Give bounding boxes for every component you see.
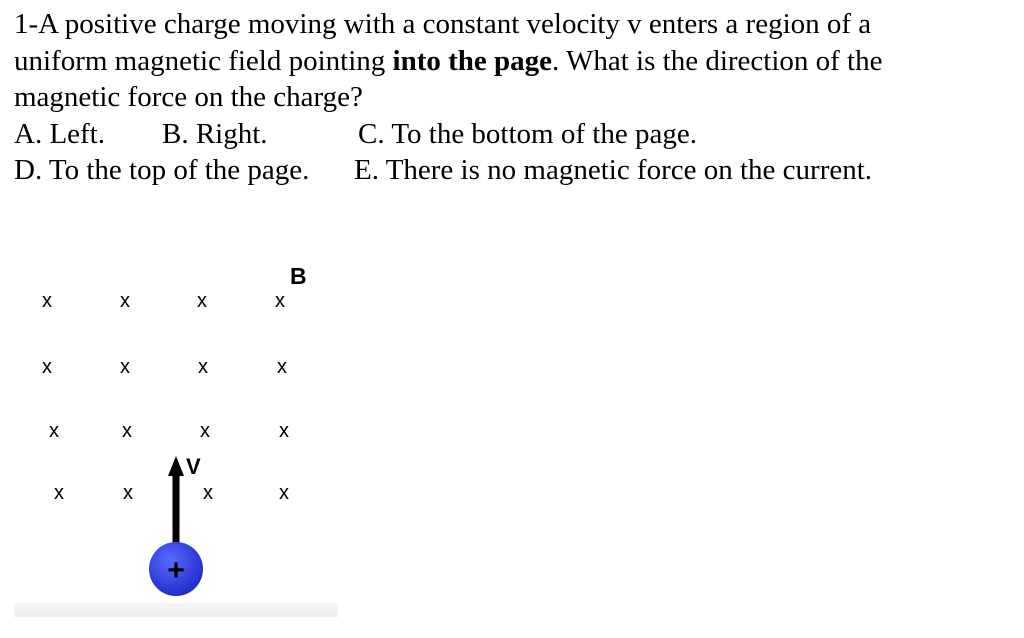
question-text-3: magnetic force on the charge?: [14, 81, 363, 113]
field-x-r2c2: x: [120, 356, 130, 378]
field-x-r3c1: x: [49, 420, 59, 442]
field-x-r1c3: x: [197, 290, 207, 312]
diagram-svg: [0, 240, 340, 620]
field-x-r1c1: x: [42, 290, 52, 312]
question-text-2-end: . What is the direction of the: [552, 44, 883, 77]
field-x-r1c2: x: [120, 290, 130, 312]
options-row-1: [14, 116, 1014, 153]
options-row-2: [14, 152, 1014, 189]
question-line-1: [14, 6, 1014, 43]
velocity-arrow-head: [168, 456, 184, 476]
option-a: A. Left.: [14, 117, 105, 150]
velocity-label: V: [186, 454, 201, 479]
question-emphasis: into the page: [392, 44, 553, 77]
field-x-r4c2: x: [123, 482, 133, 504]
option-c: C. To the bottom of the page.: [358, 117, 697, 150]
field-x-r3c4: x: [279, 420, 289, 442]
figure-bottom-shadow: [14, 603, 338, 617]
field-x-r3c3: x: [200, 420, 210, 442]
field-x-r1c4: x: [275, 290, 285, 312]
field-x-r2c3: x: [198, 356, 208, 378]
field-x-r2c4: x: [277, 356, 287, 378]
option-e: E. There is no magnetic force on the current.: [354, 154, 873, 186]
charge-sign: +: [167, 554, 185, 587]
option-b: B. Right.: [162, 117, 268, 150]
field-x-r4c4: x: [279, 482, 289, 504]
field-x-r3c2: x: [122, 420, 132, 442]
question-text-1: 1-A positive charge moving with a constant velocity v enters a region of a: [14, 8, 872, 40]
field-label-b: B: [290, 263, 307, 289]
question-line-2: [14, 43, 1014, 80]
magnetic-field-diagram: [0, 240, 340, 620]
question-line-3: [14, 79, 1014, 116]
question-block: [14, 6, 1014, 189]
field-x-r2c1: x: [42, 356, 52, 378]
question-text-2: uniform magnetic field pointing: [14, 44, 393, 77]
option-d: D. To the top of the page.: [14, 154, 310, 186]
field-x-r4c1: x: [54, 482, 64, 504]
field-x-r4c3: x: [203, 482, 213, 504]
